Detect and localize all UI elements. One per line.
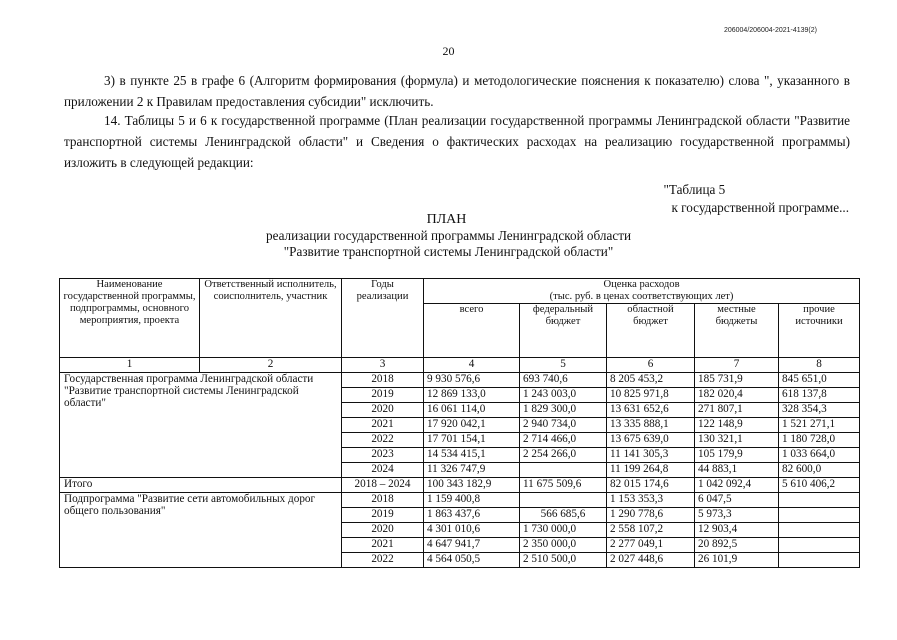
cell-other: 328 354,3: [779, 403, 860, 418]
cell-regional: 82 015 174,6: [607, 478, 695, 493]
cell-local: 185 731,9: [695, 373, 779, 388]
cell-year: 2022: [342, 553, 424, 568]
header-total: всего: [424, 304, 520, 358]
cell-local: 105 179,9: [695, 448, 779, 463]
header-years: Годы реализации: [342, 279, 424, 358]
cell-other: 618 137,8: [779, 388, 860, 403]
cell-other: [779, 523, 860, 538]
cell-federal: 11 675 509,6: [520, 478, 607, 493]
cell-local: 130 321,1: [695, 433, 779, 448]
cell-regional: 11 141 305,3: [607, 448, 695, 463]
cell-year: 2022: [342, 433, 424, 448]
cell-federal: 2 350 000,0: [520, 538, 607, 553]
cell-total: 17 920 042,1: [424, 418, 520, 433]
cell-federal: 693 740,6: [520, 373, 607, 388]
col-number: 5: [520, 358, 607, 373]
cell-local: 1 042 092,4: [695, 478, 779, 493]
cell-local: 26 101,9: [695, 553, 779, 568]
cell-local: 5 973,3: [695, 508, 779, 523]
plan-title: [0, 212, 897, 260]
cell-federal: 566 685,6: [520, 508, 607, 523]
cell-local: 20 892,5: [695, 538, 779, 553]
cell-total: 4 564 050,5: [424, 553, 520, 568]
header-estimate: [424, 279, 860, 304]
header-regional: областной бюджет: [607, 304, 695, 358]
cell-regional: 1 290 778,6: [607, 508, 695, 523]
cell-local: 44 883,1: [695, 463, 779, 478]
cell-other: 1 033 664,0: [779, 448, 860, 463]
cell-regional: 1 153 353,3: [607, 493, 695, 508]
cell-federal: [520, 493, 607, 508]
cell-year: 2020: [342, 523, 424, 538]
paragraph-item-3: 3) в пункте 25 в графе 6 (Алгоритм формирования (формула) и методологические пояснения к показателю) слова ", указанного в приложении 2 к Правилам предоставления субсидии" исключить.: [64, 73, 850, 109]
cell-year: 2019: [342, 388, 424, 403]
cell-total: 9 930 576,6: [424, 373, 520, 388]
cell-year: 2018: [342, 493, 424, 508]
cell-total: 4 301 010,6: [424, 523, 520, 538]
itogo-label: Итого: [60, 478, 342, 493]
cell-total: 16 061 114,0: [424, 403, 520, 418]
cell-other: 82 600,0: [779, 463, 860, 478]
table-reference-line2: к государственной программе...: [671, 200, 849, 215]
cell-total: 1 159 400,8: [424, 493, 520, 508]
cell-total: 12 869 133,0: [424, 388, 520, 403]
col-number: 4: [424, 358, 520, 373]
cell-local: 12 903,4: [695, 523, 779, 538]
header-estimate-title: Оценка расходов: [603, 279, 680, 290]
table-reference-line1: "Таблица 5: [663, 182, 726, 197]
cell-total: 11 326 747,9: [424, 463, 520, 478]
col-number: 7: [695, 358, 779, 373]
cell-other: 845 651,0: [779, 373, 860, 388]
column-number-row: [60, 358, 860, 373]
cell-year: 2019: [342, 508, 424, 523]
plan-title-line2: реализации государственной программы Ленинградской области: [265, 228, 632, 243]
cell-other: [779, 538, 860, 553]
cell-total: 4 647 941,7: [424, 538, 520, 553]
header-executor: Ответственный исполнитель, соисполнитель, участник: [200, 279, 342, 358]
cell-other: 1 521 271,1: [779, 418, 860, 433]
subprogram-name-cell: Подпрограмма "Развитие сети автомобильных дорог общего пользования": [60, 493, 342, 568]
header-federal: федеральный бюджет: [520, 304, 607, 358]
cell-federal: 2 940 734,0: [520, 418, 607, 433]
program-name-cell: Государственная программа Ленинградской области "Развитие транспортной системы Ленинградской области": [60, 373, 342, 478]
cell-federal: 1 243 003,0: [520, 388, 607, 403]
cell-other: 5 610 406,2: [779, 478, 860, 493]
cell-other: [779, 553, 860, 568]
cell-year: 2021: [342, 538, 424, 553]
cell-local: 182 020,4: [695, 388, 779, 403]
cell-other: [779, 508, 860, 523]
cell-total: 14 534 415,1: [424, 448, 520, 463]
cell-regional: 2 558 107,2: [607, 523, 695, 538]
paragraph-item-14: 14. Таблицы 5 и 6 к государственной программе (План реализации государственной программы Ленинградской области "Развитие транспортной системы Ленинградской области" и Сведения о фактических расходах на реализацию государственной программы) изложить в следующей редакции:: [64, 113, 850, 170]
cell-regional: 13 675 639,0: [607, 433, 695, 448]
cell-other: 1 180 728,0: [779, 433, 860, 448]
document-id: 206004/206004-2021-4139(2): [723, 27, 817, 34]
table-row: [60, 493, 860, 508]
cell-regional: 8 205 453,2: [607, 373, 695, 388]
cell-total: 1 863 437,6: [424, 508, 520, 523]
plan-title-line1: ПЛАН: [426, 212, 467, 227]
table-header-row: [60, 279, 860, 304]
cell-regional: 11 199 264,8: [607, 463, 695, 478]
cell-regional: 10 825 971,8: [607, 388, 695, 403]
col-number: 1: [60, 358, 200, 373]
cell-year: 2018 – 2024: [342, 478, 424, 493]
header-name: Наименование государственной программы, подпрограммы, основного мероприятия, проекта: [60, 279, 200, 358]
cell-year: 2021: [342, 418, 424, 433]
cell-local: 6 047,5: [695, 493, 779, 508]
cell-other: [779, 493, 860, 508]
cell-regional: 2 027 448,6: [607, 553, 695, 568]
cell-local: 271 807,1: [695, 403, 779, 418]
col-number: 3: [342, 358, 424, 373]
cell-regional: 13 335 888,1: [607, 418, 695, 433]
plan-table: [59, 278, 860, 568]
col-number: 2: [200, 358, 342, 373]
plan-title-line3: "Развитие транспортной системы Ленинградской области": [283, 244, 614, 259]
cell-year: 2018: [342, 373, 424, 388]
cell-year: 2024: [342, 463, 424, 478]
table-row: [60, 373, 860, 388]
header-other: прочие источники: [779, 304, 860, 358]
cell-year: 2023: [342, 448, 424, 463]
itogo-row: [60, 478, 860, 493]
cell-year: 2020: [342, 403, 424, 418]
cell-federal: 2 714 466,0: [520, 433, 607, 448]
col-number: 8: [779, 358, 860, 373]
cell-federal: 2 254 266,0: [520, 448, 607, 463]
cell-regional: 13 631 652,6: [607, 403, 695, 418]
header-estimate-sub: (тыс. руб. в ценах соответствующих лет): [549, 291, 734, 302]
cell-regional: 2 277 049,1: [607, 538, 695, 553]
cell-federal: 2 510 500,0: [520, 553, 607, 568]
page-number: 20: [442, 44, 455, 58]
cell-federal: 1 829 300,0: [520, 403, 607, 418]
cell-local: 122 148,9: [695, 418, 779, 433]
cell-total: 100 343 182,9: [424, 478, 520, 493]
cell-federal: 1 730 000,0: [520, 523, 607, 538]
cell-federal: [520, 463, 607, 478]
col-number: 6: [607, 358, 695, 373]
cell-total: 17 701 154,1: [424, 433, 520, 448]
header-local: местные бюджеты: [695, 304, 779, 358]
